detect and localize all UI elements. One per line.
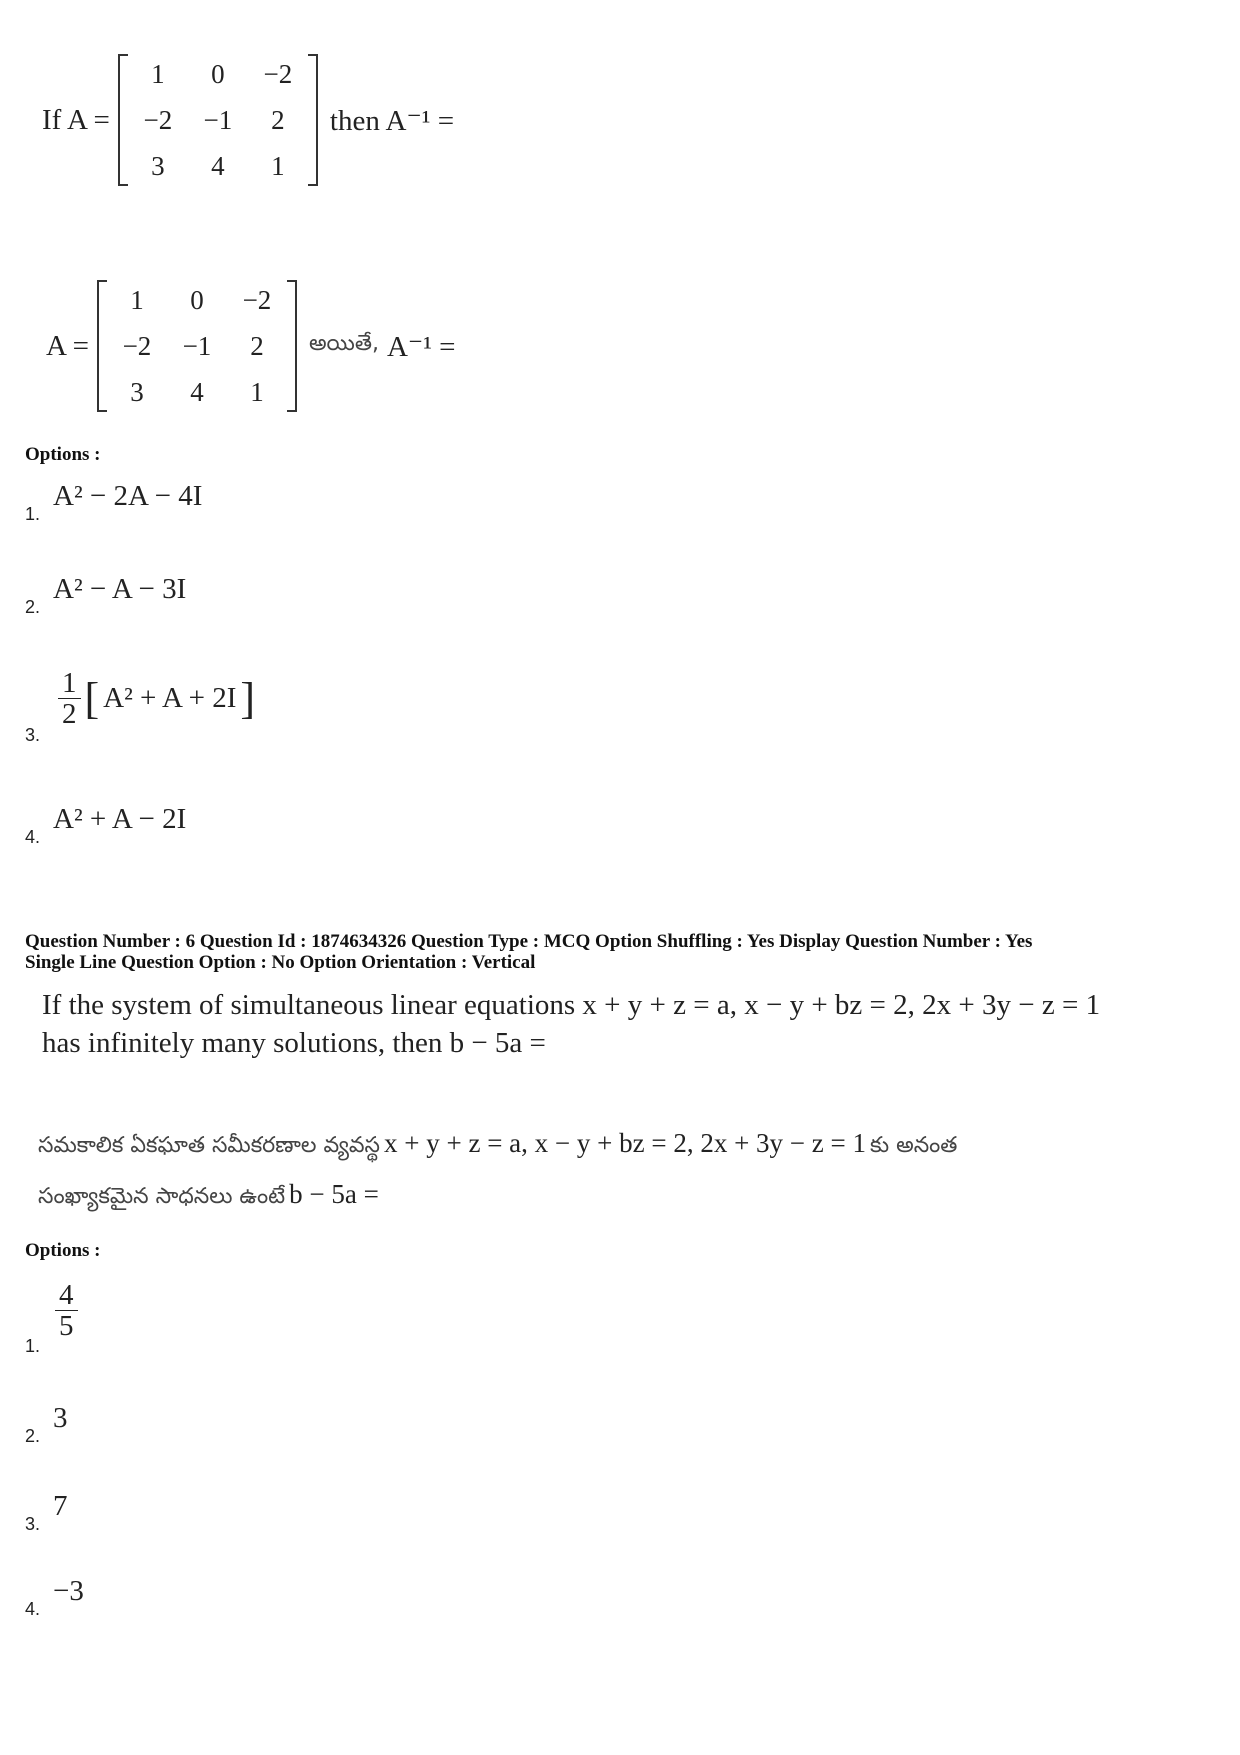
option-text: 3 xyxy=(53,1402,68,1434)
fraction-numerator: 4 xyxy=(55,1280,78,1311)
q6-options-label: Options : xyxy=(25,1240,101,1261)
q6-telugu-line-2-math: b − 5a = xyxy=(289,1179,379,1209)
q6-telugu-line-2-text: సంఖ్యాకమైన సాధనలు ఉంటే xyxy=(38,1184,286,1209)
fraction-denominator: 5 xyxy=(59,1310,74,1342)
option-number: 2. xyxy=(25,1426,41,1446)
q5-option-2[interactable] xyxy=(25,573,325,623)
q6-telugu-line-1-math: x + y + z = a, x − y + bz = 2, 2x + 3y − z = 1 xyxy=(384,1128,866,1158)
q6-option-1[interactable] xyxy=(25,1278,225,1358)
matrix-cell: 0 xyxy=(211,59,225,89)
option-number: 2. xyxy=(25,597,41,617)
matrix-cell: 2 xyxy=(271,105,285,135)
option-number: 3. xyxy=(25,725,41,745)
matrix-cell: 4 xyxy=(190,377,204,407)
fraction xyxy=(55,1280,78,1341)
option-text: −3 xyxy=(53,1575,84,1607)
option-text: A² − A − 3I xyxy=(53,573,187,605)
matrix-cell: −2 xyxy=(242,285,272,315)
q5-telugu-suffix-math: A⁻¹ = xyxy=(386,330,456,363)
q5-telugu-prefix: A = xyxy=(46,329,89,362)
q6-meta-line-1: Question Number : 6 Question Id : 1874634326 Question Type : MCQ Option Shuffling : Yes Display Question Number : Yes xyxy=(25,931,1033,952)
option-text: A² − 2A − 4I xyxy=(53,480,203,512)
matrix-cell: 3 xyxy=(151,151,165,181)
q6-option-2[interactable] xyxy=(25,1402,225,1452)
fraction xyxy=(58,668,81,729)
option-expression: $\frac{1}{2}$ [ A² + A + 2I ] xyxy=(58,668,255,729)
matrix-cell: 3 xyxy=(130,377,144,407)
q6-telugu-line-1-text: సమకాలిక ఏకఘాత సమీకరణాల వ్యవస్థ xyxy=(38,1133,381,1158)
matrix-cell: −1 xyxy=(182,331,212,361)
q5-telugu-statement xyxy=(46,280,456,412)
matrix-cell: 4 xyxy=(211,151,225,181)
q6-english-line-2: has infinitely many solutions, then b − 5a = xyxy=(42,1027,546,1059)
q6-meta-line-2: Single Line Question Option : No Option Orientation : Vertical xyxy=(25,952,536,973)
matrix-cell: −2 xyxy=(263,59,293,89)
fraction-denominator: 2 xyxy=(62,698,77,730)
q5-english-statement xyxy=(42,54,454,186)
q6-meta xyxy=(25,931,1225,973)
option-number: 1. xyxy=(25,1336,41,1356)
matrix-cell: −2 xyxy=(143,105,173,135)
option-text: A² + A + 2I xyxy=(103,682,237,714)
q5-english-prefix: If A = xyxy=(42,103,110,136)
q5-matrix-telugu xyxy=(97,280,297,412)
matrix-cell: 1 xyxy=(271,151,285,181)
option-text: 7 xyxy=(53,1490,68,1522)
matrix-cell: 1 xyxy=(151,59,165,89)
q5-matrix-english xyxy=(118,54,318,186)
matrix-cell: 1 xyxy=(130,285,144,315)
q6-telugu-statement xyxy=(38,1120,1228,1222)
option-number: 1. xyxy=(25,504,41,524)
q6-english-line-1: If the system of simultaneous linear equations x + y + z = a, x − y + bz = 2, 2x + 3y − z = 1 xyxy=(42,989,1101,1021)
matrix-cell: 1 xyxy=(250,377,264,407)
q5-telugu-suffix-text: అయితే, xyxy=(308,331,379,356)
q5-option-3[interactable] xyxy=(25,668,345,748)
fraction-numerator: 1 xyxy=(58,668,81,699)
matrix-cell: −2 xyxy=(122,331,152,361)
option-number: 4. xyxy=(25,827,41,847)
q6-option-4[interactable] xyxy=(25,1575,225,1625)
matrix-cell: −1 xyxy=(203,105,233,135)
option-text: A² + A − 2I xyxy=(53,803,187,835)
matrix-cell: 0 xyxy=(190,285,204,315)
q5-options-label: Options : xyxy=(25,444,101,465)
q5-option-4[interactable] xyxy=(25,803,325,853)
option-number: 4. xyxy=(25,1599,41,1619)
q5-option-1[interactable] xyxy=(25,480,325,530)
q6-telugu-line-1-suffix: కు అనంత xyxy=(870,1133,958,1158)
option-number: 3. xyxy=(25,1514,41,1534)
q5-english-suffix: then A⁻¹ = xyxy=(329,104,455,137)
q6-option-3[interactable] xyxy=(25,1490,225,1540)
q6-english-statement xyxy=(42,986,1222,1062)
matrix-cell: 2 xyxy=(250,331,264,361)
